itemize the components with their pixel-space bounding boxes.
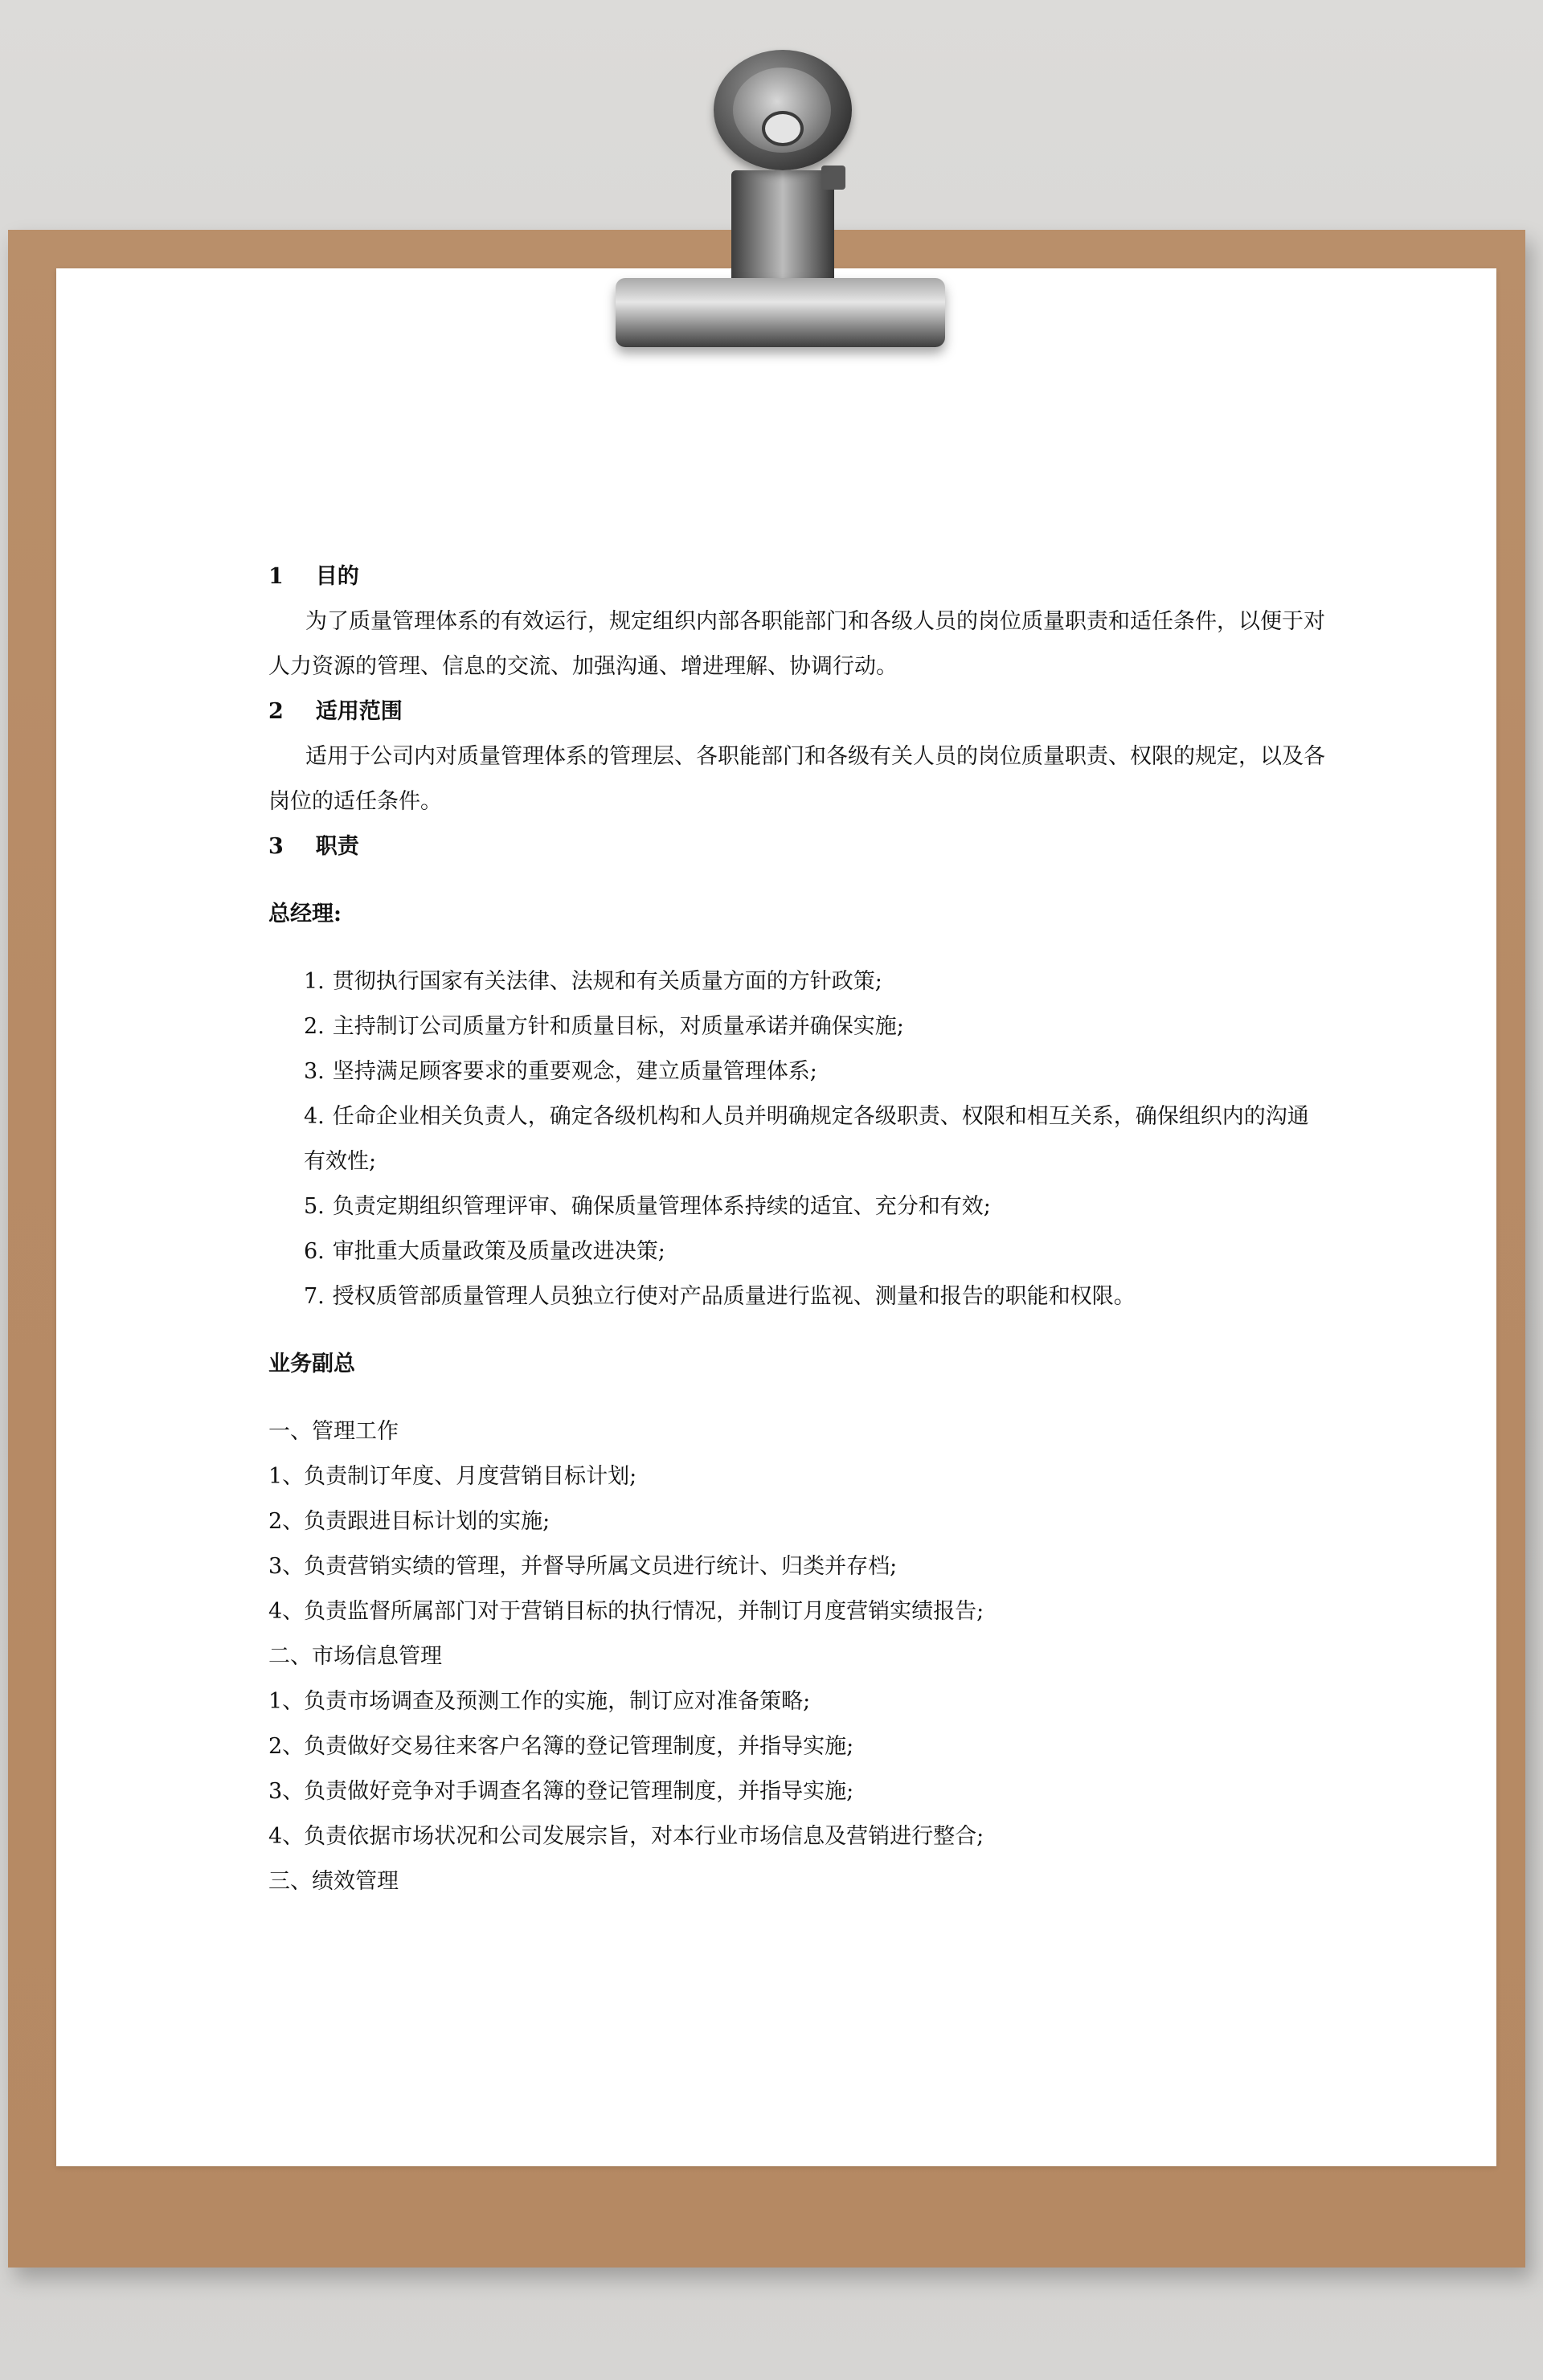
list-item: 三、绩效管理: [268, 1869, 399, 1894]
general-manager-title: 总经理:: [268, 902, 342, 926]
document-content: [268, 554, 1329, 1904]
item-number: 1.: [304, 969, 325, 994]
list-item: [304, 959, 1329, 1004]
list-item: 1、负责制订年度、月度营销目标计划;: [268, 1464, 637, 1489]
list-item: 4、负责监督所属部门对于营销目标的执行情况，并制订月度营销实绩报告;: [268, 1599, 984, 1624]
section-number: 2: [268, 699, 284, 724]
list-item: 3、负责做好竞争对手调查名簿的登记管理制度，并指导实施;: [268, 1779, 854, 1804]
item-number: 6.: [304, 1239, 325, 1264]
section-heading-3: [268, 824, 1329, 869]
item-text: 审批重大质量政策及质量改进决策;: [332, 1239, 665, 1264]
list-item: 二、市场信息管理: [268, 1644, 442, 1669]
section-title: 目的: [315, 564, 359, 589]
item-number: 5.: [304, 1194, 325, 1219]
list-item: 4、负责依据市场状况和公司发展宗旨，对本行业市场信息及营销进行整合;: [268, 1824, 984, 1849]
list-item: 一、管理工作: [268, 1419, 399, 1444]
item-text: 坚持满足顾客要求的重要观念，建立质量管理体系;: [332, 1059, 817, 1084]
clip-tab: [821, 166, 845, 190]
list-item: 2、负责跟进目标计划的实施;: [268, 1509, 550, 1534]
clip-base: [616, 278, 945, 347]
item-text: 授权质管部质量管理人员独立行使对产品质量进行监视、测量和报告的职能和权限。: [332, 1284, 1136, 1309]
list-item: [304, 1184, 1329, 1229]
binder-clip: [0, 0, 1543, 370]
item-number: 2.: [304, 1014, 325, 1039]
item-text: 负责定期组织管理评审、确保质量管理体系持续的适宜、充分和有效;: [332, 1194, 991, 1219]
vp-duties: [268, 1409, 1329, 1904]
section-heading-1: [268, 554, 1329, 599]
item-number: 4.: [304, 1104, 325, 1129]
item-number: 3.: [304, 1059, 325, 1084]
vp-title: 业务副总: [268, 1352, 355, 1376]
section-text: 适用于公司内对质量管理体系的管理层、各职能部门和各级有关人员的岗位质量职责、权限的规定，以及各岗位的适任条件。: [268, 744, 1325, 814]
section-title: 适用范围: [315, 699, 403, 724]
section-heading-2: [268, 689, 1329, 734]
list-item: [304, 1274, 1329, 1319]
item-number: 7.: [304, 1284, 325, 1309]
clip-stem: [731, 170, 834, 288]
list-item: 3、负责营销实绩的管理，并督导所属文员进行统计、归类并存档;: [268, 1554, 898, 1579]
list-item: [304, 1049, 1329, 1094]
item-text: 主持制订公司质量方针和质量目标，对质量承诺并确保实施;: [332, 1014, 904, 1039]
list-item: [304, 1229, 1329, 1274]
section-title: 职责: [315, 834, 359, 859]
list-item: 2、负责做好交易往来客户名簿的登记管理制度，并指导实施;: [268, 1734, 854, 1759]
section-number: 1: [268, 564, 284, 589]
item-text: 任命企业相关负责人，确定各级机构和人员并明确规定各级职责、权限和相互关系，确保组织内的沟通有效性;: [304, 1104, 1309, 1174]
list-item: 1、负责市场调查及预测工作的实施，制订应对准备策略;: [268, 1689, 811, 1714]
clip-hole: [762, 111, 804, 146]
item-text: 贯彻执行国家有关法律、法规和有关质量方面的方针政策;: [332, 969, 882, 994]
section-text: 为了质量管理体系的有效运行，规定组织内部各职能部门和各级人员的岗位质量职责和适任条件，以便于对人力资源的管理、信息的交流、加强沟通、增进理解、协调行动。: [268, 609, 1325, 679]
list-item: [304, 1094, 1329, 1184]
section-number: 3: [268, 834, 284, 859]
general-manager-duties: [268, 959, 1329, 1319]
list-item: [304, 1004, 1329, 1049]
